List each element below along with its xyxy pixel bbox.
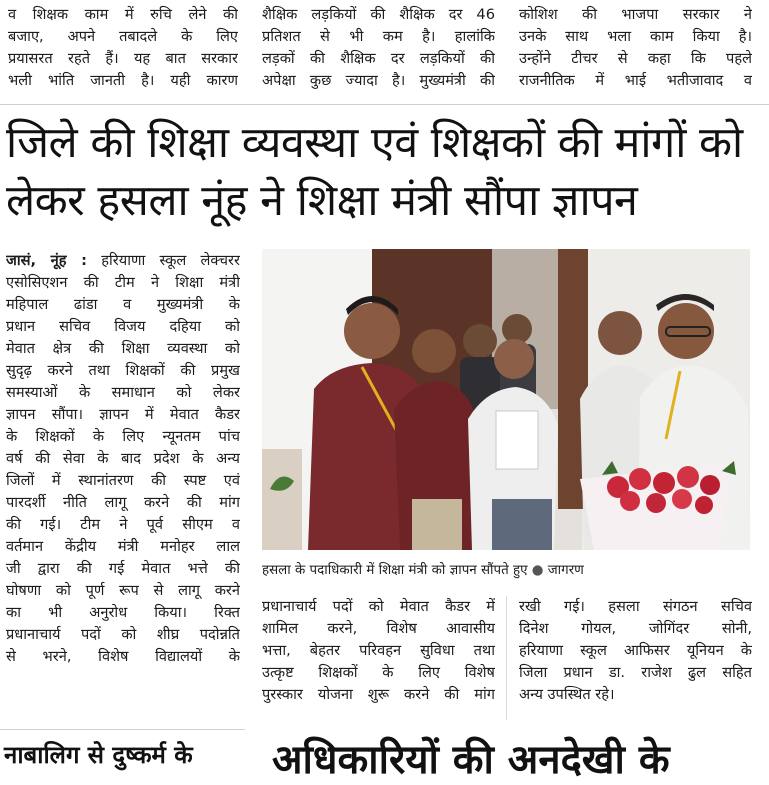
text-line-content: हरियाणा स्कूल लेक्चरर bbox=[101, 252, 240, 269]
text-line: भली भांति जानती है। यही कारण bbox=[8, 72, 238, 89]
text-line: बजाए, अपने तबादले के लिए bbox=[8, 28, 238, 45]
article-body-middle bbox=[262, 596, 495, 706]
text-line: हरियाणा स्कूल आफिसर यूनियन के bbox=[519, 642, 752, 659]
photo-credit: जागरण bbox=[547, 563, 584, 578]
officials-handing-memorandum-illustration bbox=[262, 249, 750, 550]
text-line: रखी गई। हसला संगठन सचिव bbox=[519, 598, 752, 615]
next-article-headline-middle: अधिकारियों की अनदेखी के bbox=[272, 737, 670, 783]
text-line: प्रयासरत रहते हैं। यह बात सरकार bbox=[8, 50, 238, 67]
bullet-icon: ● bbox=[531, 563, 548, 578]
text-line: जिला प्रधान डा. राजेश ढुल सहित bbox=[519, 664, 752, 681]
headline-line-1: जिले की शिक्षा व्यवस्था एवं शिक्षकों की मांगों को bbox=[6, 118, 743, 168]
text-line: कोशिश की भाजपा सरकार ने bbox=[519, 6, 752, 23]
text-line: वर्ष की सेवा के बाद प्रदेश के अन्य bbox=[6, 450, 240, 467]
next-article-headline-left: नाबालिग से दुष्कर्म के bbox=[4, 741, 193, 769]
text-line: प्रधान सचिव विजय दहिया को bbox=[6, 318, 240, 335]
article-headline bbox=[6, 114, 766, 230]
text-line bbox=[6, 250, 240, 272]
photo-caption bbox=[262, 561, 750, 581]
top-divider bbox=[0, 104, 769, 105]
text-line: भत्ता, बेहतर परिवहन सुविधा तथा bbox=[262, 642, 495, 659]
dateline: जासं, नूंह : bbox=[6, 252, 88, 269]
text-line: दिनेश गोयल, जोगिंदर सोनी, bbox=[519, 620, 752, 637]
text-line: समस्याओं के समाधान को लेकर bbox=[6, 384, 240, 401]
text-line: की गई। टीम ने पूर्व सीएम व bbox=[6, 516, 240, 533]
text-line: उत्कृष्ट शिक्षकों के लिए विशेष bbox=[262, 664, 495, 681]
article-body-right bbox=[519, 596, 752, 706]
article-body-left bbox=[6, 250, 240, 668]
text-line: लड़कों की शैक्षिक दर लड़कियों की bbox=[262, 50, 495, 67]
article-photo bbox=[262, 249, 750, 550]
top-column-right bbox=[519, 4, 752, 92]
text-line: मेवात क्षेत्र की शिक्षा व्यवस्था को bbox=[6, 340, 240, 357]
text-line: पारदर्शी नीति लागू करने की मांग bbox=[6, 494, 240, 511]
text-line: शामिल करने, विशेष आवासीय bbox=[262, 620, 495, 637]
text-line: जिलों में स्थानांतरण की स्पष्ट एवं bbox=[6, 472, 240, 489]
text-line: प्रधानाचार्य पदों को शीघ्र पदोन्नति bbox=[6, 626, 240, 643]
text-line: प्रधानाचार्य पदों को मेवात कैडर में bbox=[262, 598, 495, 615]
text-line: के शिक्षकों के लिए न्यूनतम पांच bbox=[6, 428, 240, 445]
text-line: वर्तमान केंद्रीय मंत्री मनोहर लाल bbox=[6, 538, 240, 555]
text-line: उनके साथ भला काम किया है। bbox=[519, 28, 752, 45]
headline-line-2: लेकर हसला नूंह ने शिक्षा मंत्री सौंपा ज्ञापन bbox=[6, 176, 638, 226]
text-line: राजनीतिक में भाई भतीजावाद व bbox=[519, 72, 752, 89]
text-line: से भरने, विशेष विद्यालयों के bbox=[6, 648, 240, 665]
photo-caption-text: हसला के पदाधिकारी में शिक्षा मंत्री को ज्ञापन सौंपते हुए bbox=[262, 563, 528, 578]
text-line: पुरस्कार योजना शुरू करने की मांग bbox=[262, 686, 495, 703]
text-line: का भी अनुरोध किया। रिक्त bbox=[6, 604, 240, 621]
text-line: उन्होंने टीचर से कहा कि पहले bbox=[519, 50, 752, 67]
text-line: प्रतिशत से भी कम है। हालांकि bbox=[262, 28, 495, 45]
top-column-middle bbox=[262, 4, 495, 92]
top-column-left bbox=[8, 4, 238, 92]
text-line: व शिक्षक काम में रुचि लेने की bbox=[8, 6, 238, 23]
text-line: ज्ञापन सौंपा। ज्ञापन में मेवात कैडर bbox=[6, 406, 240, 423]
text-line: सुदृढ़ करने तथा शिक्षकों की प्रमुख bbox=[6, 362, 240, 379]
column-divider bbox=[506, 596, 507, 720]
bottom-divider-left bbox=[0, 729, 245, 730]
text-line: घोषणा को पूर्ण रूप से लागू करने bbox=[6, 582, 240, 599]
text-line: अन्य उपस्थित रहे। bbox=[519, 686, 615, 703]
text-line: अपेक्षा कुछ ज्यादा है। मुख्यमंत्री की bbox=[262, 72, 495, 89]
text-line: शैक्षिक लड़कियों की शैक्षिक दर 46 bbox=[262, 6, 495, 23]
text-line: जी द्वारा की गई मेवात भत्ते की bbox=[6, 560, 240, 577]
text-line: महिपाल ढांडा व मुख्यमंत्री के bbox=[6, 296, 240, 313]
text-line: एसोसिएशन की टीम ने शिक्षा मंत्री bbox=[6, 274, 240, 291]
